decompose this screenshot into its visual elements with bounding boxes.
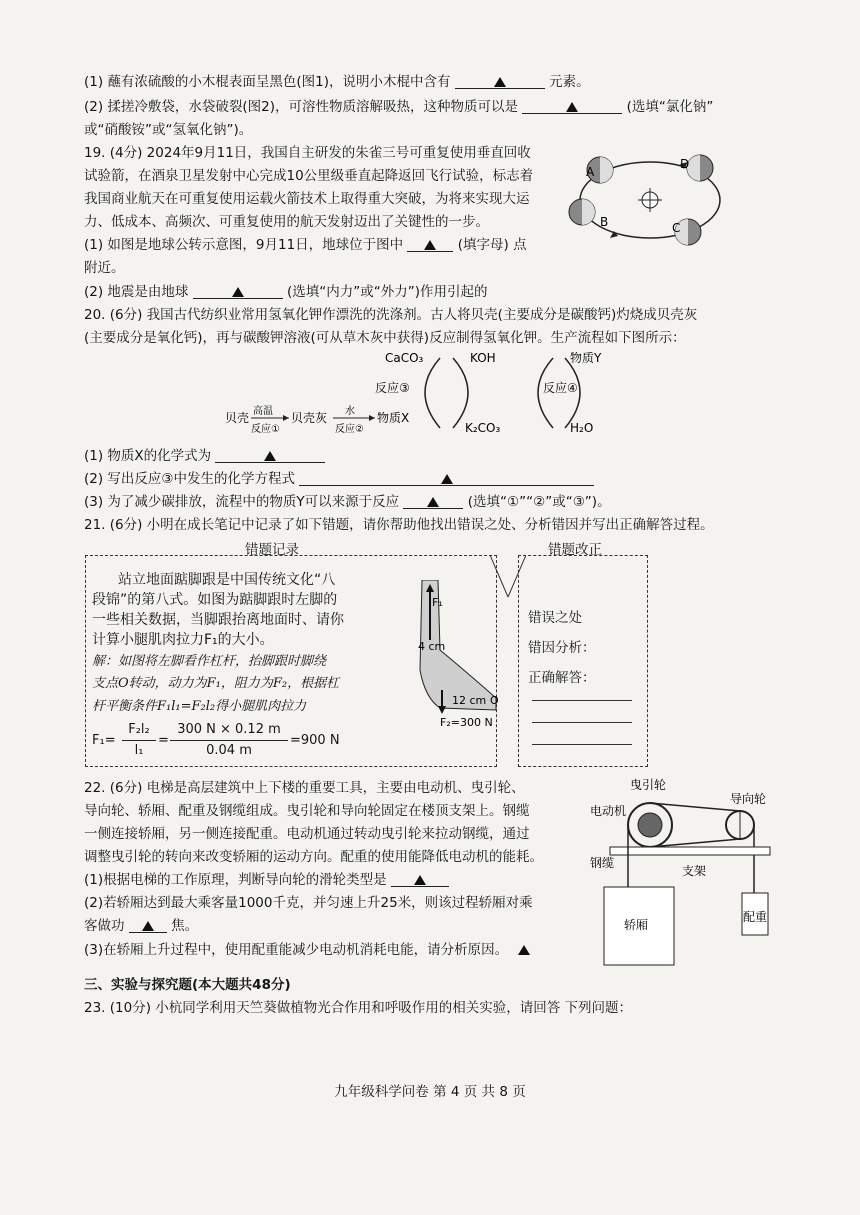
triangle-icon [494,77,506,87]
label-k2co3: K₂CO₃ [465,421,501,435]
foot-lever-figure [400,580,500,730]
triangle-icon [424,240,436,250]
q19-part1: (1) 如图是地球公转示意图，9月11日，地球位于图中 (填字母) 点 [84,237,527,253]
q22-line4: 调整曳引轮的转向来改变轿厢的运动方向。配重的使用能降低电动机的能耗。 [84,849,543,865]
answer-blank[interactable] [455,72,545,89]
fig-f1: F₁ [432,596,443,609]
label-koh: KOH [470,352,496,365]
q21-line1: 21. (6分) 小明在成长笔记中记录了如下错题，请你帮助他找出错误之处、分析错因并写出正确解答过程。 [84,517,714,533]
answer-line[interactable] [532,722,632,723]
label-r3: 反应③ [375,381,410,395]
q20-part1: (1) 物质X的化学式为 [84,446,325,466]
orbit-label-b: B [600,215,609,229]
solution-line1: 解：如图将左脚看作杠杆，抬脚跟时脚绕 [92,654,327,669]
answer-blank[interactable] [299,469,594,486]
section-heading: 三、实验与探究题(本大题共48分) [84,977,291,993]
page-footer: 九年级科学问卷 第 4 页 共 8 页 [334,1084,526,1100]
fig-guide: 导向轮 [730,792,767,806]
fig-4cm: 4 cm [418,640,446,653]
triangle-icon [518,945,530,955]
answer-line[interactable] [532,700,632,701]
fig-motor: 电动机 [590,804,627,818]
label-r1: 反应① [251,424,280,435]
q18-part2: (2) 揉搓冷敷袋，水袋破裂(图2)，可溶性物质溶解吸热，这种物质可以是 (选填“氯化钠” [84,99,714,115]
record-title: 错题记录 [245,542,299,558]
label-water: 水 [345,406,355,417]
solution-line2: 支点O转动，动力为F₁，阻力为F₂，根据杠 [92,676,340,691]
orbit-label-d: D [680,157,690,171]
answer-line[interactable] [532,744,632,745]
fig-f2: F₂=300 N [440,716,493,729]
triangle-icon [427,497,439,507]
q19-line1: 19. (4分) 2024年9月11日，我国自主研发的朱雀三号可重复使用垂直回收 [84,145,531,161]
elevator-figure [590,775,790,975]
err-label: 错误之处 [528,610,582,626]
label-r2: 反应② [335,424,364,435]
problem-line3: 一些相关数据，当脚跟抬离地面时、请你 [92,612,344,628]
triangle-icon [414,875,426,885]
q22-part3: (3)在轿厢上升过程中，使用配重能减少电动机消耗电能，请分析原因。 [84,940,530,960]
answer-blank[interactable] [129,916,167,933]
q19-part1-cont: 附近。 [84,260,125,276]
label-substance-x: 物质X [377,411,410,425]
q20-part2: (2) 写出反应③中发生的化学方程式 [84,469,594,489]
answer-blank[interactable] [193,282,283,299]
q20-part3: (3) 为了减少碳排放，流程中的物质Y可以来源于反应 (选填“①”“②”或“③”)。 [84,494,611,510]
fig-traction: 曳引轮 [630,778,667,792]
q22-line2: 导向轮、轿厢、配重及钢缆组成。曳引轮和导向轮固定在楼顶支架上。钢缆 [84,803,530,819]
label-shell: 贝壳 [225,411,250,425]
answer-blank[interactable] [407,235,453,252]
q22-part2-cont: 客做功 焦。 [84,918,199,934]
orbit-label-a: A [586,165,595,179]
label-r4: 反应④ [543,381,578,395]
triangle-icon [566,102,578,112]
q22-part1: (1)根据电梯的工作原理，判断导向轮的滑轮类型是 [84,870,449,890]
q22-part2: (2)若轿厢达到最大乘客量1000千克，并匀速上升25米，则该过程轿厢对乘 [84,895,533,911]
fix-title: 错题改正 [548,542,602,558]
q19-line3: 我国商业航天在可重复使用运载火箭技术上取得重大突破，为将来实现大运 [84,191,530,207]
fig-car: 轿厢 [624,918,649,932]
fig-12cm: 12 cm [452,694,487,707]
error-fix-box [518,555,648,767]
label-h2o: H₂O [570,421,594,435]
label-shell-ash: 贝壳灰 [291,411,328,425]
q18-part1: (1) 蘸有浓硫酸的小木棍表面呈黑色(图1)，说明小木棍中含有 元素。 [84,74,590,90]
q19-part2: (2) 地震是由地球 (选填“内力”或“外力”)作用引起的 [84,284,488,300]
q22-line3: 一侧连接轿厢，另一侧连接配重。电动机通过转动曳引轮来拉动钢缆，通过 [84,826,530,842]
triangle-icon [142,921,154,931]
problem-line4: 计算小腿肌肉拉力F₁的大小。 [92,632,274,648]
earth-orbit-figure [560,140,740,250]
triangle-icon [441,474,453,484]
fig-o: O [490,694,499,707]
cause-label: 错因分析： [528,640,596,656]
answer-label: 正确解答： [528,670,596,686]
formula: F₁= F₂l₂ l₁ = 300 N × 0.12 m 0.04 m =900 N [92,722,340,758]
q23-stem: 23. (10分) 小杭同学利用天竺葵做植物光合作用和呼吸作用的相关实验，请回答 下列问题： [84,1000,633,1016]
q19-line2: 试验箭，在酒泉卫星发射中心完成10公里级垂直起降返回飞行试验，标志着 [84,168,534,184]
answer-blank[interactable] [522,97,622,114]
label-caco3: CaCO₃ [385,352,424,365]
fig-frame: 支架 [682,864,707,878]
answer-blank[interactable] [391,870,449,887]
triangle-icon [264,451,276,461]
q18-part2-cont: 或“硝酸铵”或“氢氧化钠”)。 [84,122,253,138]
q20-line1: 20. (6分) 我国古代纺织业常用氢氧化钾作漂洗的洗涤剂。古人将贝壳(主要成分是碳酸钙)灼烧成贝壳灰 [84,307,698,323]
fig-cable: 钢缆 [590,856,615,870]
q22-line1: 22. (6分) 电梯是高层建筑中上下楼的重要工具，主要由电动机、曳引轮、 [84,780,525,796]
q20-line2: (主要成分是氧化钙)，再与碳酸钾溶液(可从草木灰中获得)反应制得氢氧化钾。生产流程如下图所示： [84,330,686,346]
answer-blank[interactable] [403,492,463,509]
problem-line1: 站立地面踮脚跟是中国传统文化“八 [118,572,336,588]
answer-blank[interactable] [215,446,325,463]
label-high-temp: 高温 [253,406,273,417]
problem-line2: 段锦”的第八式。如图为踮脚跟时左脚的 [92,592,338,608]
production-flow-diagram [225,352,645,442]
q19-line4: 力、低成本、高频次、可重复使用的航天发射迈出了关键性的一步。 [84,214,489,230]
fig-counterweight: 配重 [743,910,768,924]
label-substance-y: 物质Y [570,352,602,365]
triangle-icon [232,287,244,297]
solution-line3: 杆平衡条件F₁l₁=F₂l₂得小腿肌肉拉力 [92,699,307,714]
orbit-label-c: C [672,221,681,235]
